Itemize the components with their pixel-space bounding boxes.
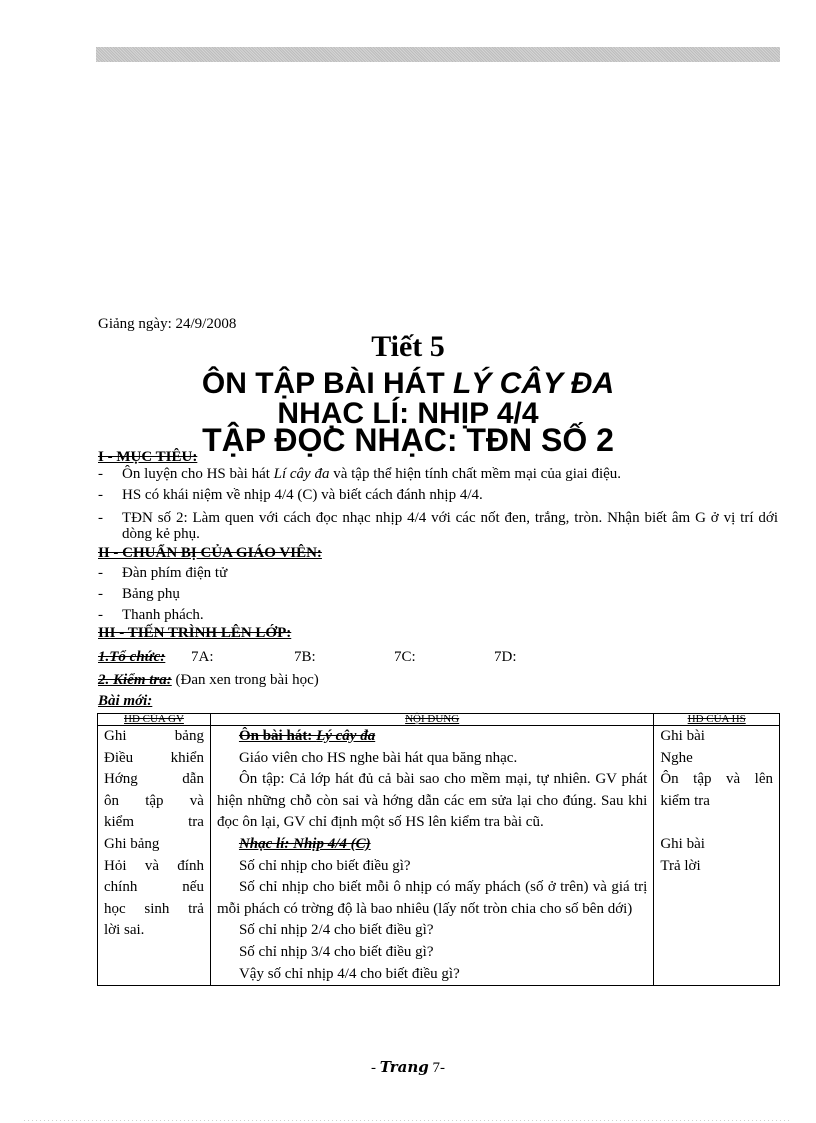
title-line-1	[0, 369, 816, 399]
teacher-activity-line: chính nếu	[104, 879, 204, 896]
objective-item: - TĐN số 2: Làm quen với cách đọc nhạc nhịp 4/4 với các nốt đen, trắng, tròn. Nhận biết âm G ở vị trí dới dòng kẻ phụ.	[98, 510, 778, 542]
bottom-dotted-rule	[24, 1120, 792, 1121]
prep-item: - Đàn phím điện tử	[98, 565, 228, 581]
section-objectives-heading: I - MỤC TIÊU:	[98, 449, 198, 465]
teacher-activity-line: Ghi bảng	[104, 835, 160, 852]
header-teacher-activity: HĐ CỦA GV	[98, 714, 211, 726]
content-heading	[217, 726, 647, 748]
student-activity-line: Ghi bài	[660, 728, 705, 744]
new-lesson-text: Bài mới:	[98, 693, 153, 709]
section-preparation-heading: II - CHUẨN BỊ CỦA GIÁO VIÊN:	[98, 545, 322, 561]
content-heading-label: Nhạc lí: Nhịp 4/4 (C)	[238, 835, 371, 852]
footer-prefix: -	[370, 1060, 380, 1076]
teacher-activity-line: lời sai.	[104, 922, 145, 939]
title-song-name: LÝ CÂY ĐA	[452, 367, 615, 400]
lesson-table	[97, 713, 780, 986]
organization-label: 1.Tổ chức:	[98, 649, 166, 665]
organization-line	[98, 649, 517, 666]
header-bar	[96, 47, 780, 62]
prep-item-text: Đàn phím điện tử	[122, 565, 228, 581]
content-heading	[217, 834, 647, 856]
content-cell	[210, 726, 653, 834]
new-lesson-label	[98, 693, 152, 710]
teacher-activity-line: ôn tập và	[104, 792, 204, 809]
class-7a: 7A:	[191, 649, 214, 665]
student-activity-line: Ôn tập và lên	[660, 771, 773, 788]
class-7b: 7B:	[294, 649, 316, 665]
teacher-activity-line: kiểm tra	[104, 814, 204, 831]
check-text: (Đan xen trong bài học)	[171, 672, 319, 688]
content-cell	[210, 834, 653, 986]
prep-item-text: Thanh phách.	[122, 607, 204, 623]
table-row	[98, 726, 780, 834]
lesson-number: Tiết 5	[371, 330, 445, 363]
content-paragraph: Số chỉ nhịp 3/4 cho biết điều gì?	[238, 943, 434, 960]
prep-item: - Thanh phách.	[98, 607, 204, 623]
content-paragraph: Giáo viên cho HS nghe bài hát qua băng nhạc.	[238, 749, 518, 766]
content-heading-song: Lý cây đa	[316, 728, 376, 744]
objective-text: Ôn luyện cho HS bài hát	[122, 466, 274, 482]
student-activity-line: Trả lời	[660, 857, 701, 874]
lesson-date: Giảng ngày: 24/9/2008	[98, 316, 237, 332]
content-heading-label: Ôn bài hát:	[238, 728, 317, 744]
table-header-row	[98, 714, 780, 726]
check-line	[98, 672, 319, 689]
objective-text: và tập thể hiện tính chất mềm mại của giai điệu.	[329, 466, 622, 482]
objective-song-name: Lí cây đa	[273, 466, 330, 482]
title-line-3: TẬP ĐỌC NHẠC: TĐN SỐ 2	[202, 422, 614, 458]
header-content: NỘI DUNG	[210, 714, 653, 726]
page-footer	[0, 1058, 816, 1077]
prep-item-text: Bảng phụ	[122, 586, 180, 602]
teacher-activity-line: Hỏi và đính	[104, 857, 204, 874]
content-paragraph: Vậy số chỉ nhịp 4/4 cho biết điều gì?	[238, 965, 460, 982]
student-activity-line: Nghe	[660, 749, 693, 766]
title-line-1-prefix: ÔN TẬP BÀI HÁT	[201, 367, 453, 400]
student-activity-cell	[654, 834, 780, 986]
student-activity-line: Ghi bài	[660, 835, 705, 852]
teacher-activity-line: Ghi bảng	[104, 728, 204, 744]
content-paragraph: Số chỉ nhịp cho biết điều gì?	[238, 857, 411, 874]
objective-text: TĐN số 2: Làm quen với cách đọc nhạc nhịp 4/4 với các nốt đen, trắng, tròn. Nhận biết âm G ở vị trí dới dòng kẻ phụ.	[122, 510, 778, 542]
objective-item: - HS có khái niệm về nhịp 4/4 (C) và biết cách đánh nhịp 4/4.	[98, 487, 483, 503]
teacher-activity-line: Điều khiển	[104, 749, 204, 766]
header-student-activity: HĐ CỦA HS	[654, 714, 780, 726]
content-paragraph: Số chỉ nhịp cho biết mỗi ô nhịp có mấy phách (số ở trên) và giá trị mỗi phách có trờng độ là bao nhiêu (lấy nốt tròn chia cho số bên dới)	[216, 879, 648, 917]
class-7d: 7D:	[494, 649, 517, 665]
table-row	[98, 834, 780, 986]
objective-text: HS có khái niệm về nhịp 4/4 (C) và biết cách đánh nhịp 4/4.	[122, 487, 483, 503]
teacher-activity-line: học sinh trả	[104, 900, 204, 917]
content-paragraph: Ôn tập: Cả lớp hát đủ cả bài sao cho mềm mại, tự nhiên. GV phát hiện những chỗ còn sai và hớng dẫn các em sửa lại cho đúng. Sau khi đọc ôn lại, GV chỉ định một số HS lên kiểm tra bài cũ.	[216, 771, 648, 831]
class-7c: 7C:	[394, 649, 416, 665]
check-label: 2. Kiểm tra:	[98, 672, 172, 688]
student-activity-line: kiểm tra	[660, 792, 710, 809]
teacher-activity-cell	[98, 726, 211, 834]
page-number: 7-	[428, 1060, 446, 1076]
content-paragraph: Số chỉ nhịp 2/4 cho biết điều gì?	[238, 922, 434, 939]
teacher-activity-cell	[98, 834, 211, 986]
footer-trang: Trang	[379, 1058, 429, 1076]
prep-item: - Bảng phụ	[98, 586, 180, 602]
title-line-2: NHẠC LÍ: NHỊP 4/4	[277, 397, 539, 430]
student-activity-cell	[654, 726, 780, 834]
teacher-activity-line: Hớng dẫn	[104, 771, 204, 788]
section-process-heading: III - TIẾN TRÌNH LÊN LỚP:	[98, 625, 292, 641]
objective-item: - Ôn luyện cho HS bài hát Lí cây đa và tập thể hiện tính chất mềm mại của giai điệu.	[98, 466, 622, 482]
